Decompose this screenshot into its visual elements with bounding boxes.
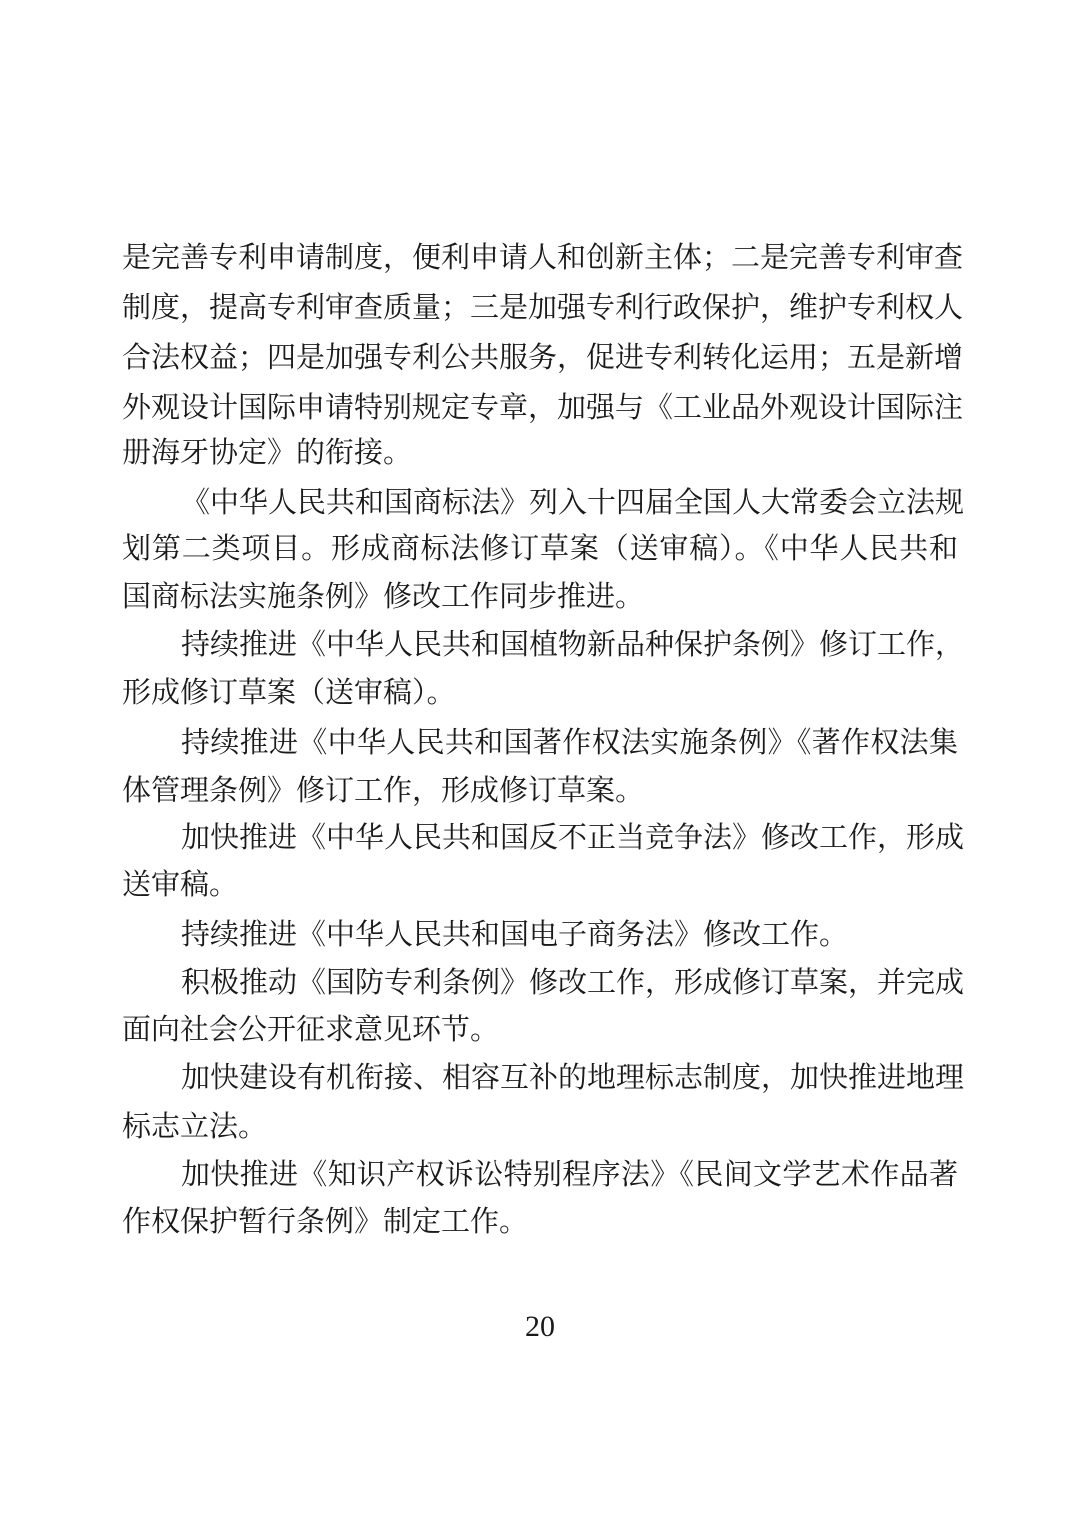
text-line: 标志立法。 <box>122 1109 268 1143</box>
text-line: 面向社会公开征求意见环节。 <box>122 1012 500 1046</box>
paragraph-start-line: 持续推进《中华人民共和国植物新品种保护条例》修订工作， <box>181 627 965 661</box>
text-line: 形成修订草案（送审稿）。 <box>122 675 456 709</box>
text-line: 册海牙协定》的衔接。 <box>122 435 413 469</box>
text-line: 国商标法实施条例》修改工作同步推进。 <box>122 579 645 613</box>
paragraph-start-line: 加快推进《知识产权诉讼特别程序法》《民间文学艺术作品著 <box>181 1157 958 1191</box>
paragraph-start-line: 积极推动《国防专利条例》修改工作，形成修订草案，并完成 <box>181 965 965 999</box>
text-line: 是完善专利申请制度，便利申请人和创新主体；二是完善专利审查 <box>122 240 964 274</box>
page-number: 20 <box>525 1310 555 1343</box>
paragraph-start-line: 持续推进《中华人民共和国著作权法实施条例》《著作权法集 <box>181 725 958 759</box>
text-line: 送审稿。 <box>122 867 239 901</box>
paragraph-start-line: 加快推进《中华人民共和国反不正当竞争法》修改工作，形成 <box>181 820 965 854</box>
text-line: 合法权益；四是加强专利公共服务，促进专利转化运用；五是新增 <box>122 340 964 374</box>
text-line: 作权保护暂行条例》制定工作。 <box>122 1204 529 1238</box>
text-line: 划第二类项目。形成商标法修订草案（送审稿）。《中华人民共和 <box>122 531 958 565</box>
paragraph-start-line: 加快建设有机衔接、相容互补的地理标志制度，加快推进地理 <box>181 1060 965 1094</box>
paragraph-start-line: 持续推进《中华人民共和国电子商务法》修改工作。 <box>181 917 849 951</box>
text-line: 外观设计国际申请特别规定专章，加强与《工业品外观设计国际注 <box>122 390 964 424</box>
text-line: 制度，提高专利审查质量；三是加强专利行政保护，维护专利权人 <box>122 290 964 324</box>
text-line: 体管理条例》修订工作，形成修订草案。 <box>122 773 645 807</box>
paragraph-start-line: 《中华人民共和国商标法》列入十四届全国人大常委会立法规 <box>181 485 965 519</box>
